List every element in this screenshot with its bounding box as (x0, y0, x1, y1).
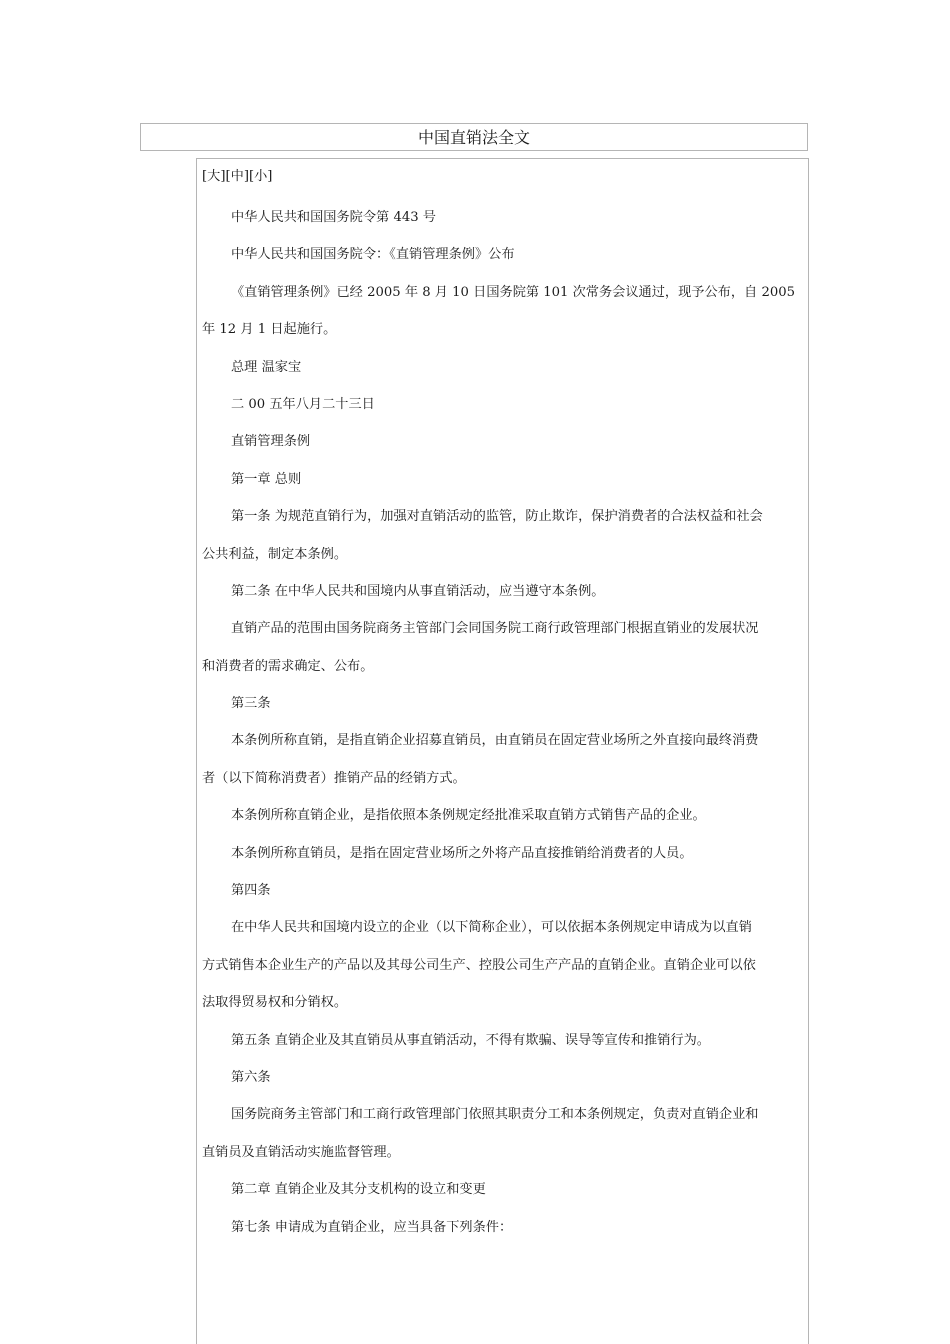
text-line: 年 12 月 1 日起施行。 (202, 322, 337, 338)
font-size-links (202, 165, 808, 189)
text-line: 者（以下简称消费者）推销产品的经销方式。 (202, 770, 466, 786)
text-line: 中华人民共和国国务院令第 443 号 (231, 210, 436, 225)
text-line: 第二条 在中华人民共和国境内从事直销活动，应当遵守本条例。 (231, 583, 605, 599)
article-text (202, 199, 808, 1246)
text-line: 国务院商务主管部门和工商行政管理部门依照其职责分工和本条例规定，负责对直销企业和 (231, 1107, 759, 1123)
font-size-medium-link[interactable]: [中] (225, 169, 249, 184)
text-line: 第二章 直销企业及其分支机构的设立和变更 (231, 1182, 486, 1198)
text-line: 第四条 (231, 883, 271, 899)
document-body (196, 158, 809, 1344)
text-line: 直销产品的范围由国务院商务主管部门会同国务院工商行政管理部门根据直销业的发展状况 (231, 621, 759, 637)
text-line: 本条例所称直销企业，是指依照本条例规定经批准采取直销方式销售产品的企业。 (231, 808, 706, 824)
font-size-large-link[interactable]: [大] (202, 169, 226, 184)
font-size-small-link[interactable]: [小] (248, 169, 273, 184)
text-line: 第一条 为规范直销行为，加强对直销活动的监管，防止欺诈，保护消费者的合法权益和社会 (231, 509, 763, 525)
text-line: 中华人民共和国国务院令：《直销管理条例》公布 (231, 247, 515, 263)
text-line: 本条例所称直销，是指直销企业招募直销员，由直销员在固定营业场所之外直接向最终消费 (231, 733, 759, 749)
document-title: 中国直销法全文 (140, 123, 808, 151)
text-line: 本条例所称直销员，是指在固定营业场所之外将产品直接推销给消费者的人员。 (231, 845, 693, 861)
text-line: 《直销管理条例》已经 2005 年 8 月 10 日国务院第 101 次常务会议通过，现予公布，自 2005 (231, 284, 796, 300)
text-line: 直销管理条例 (231, 434, 311, 450)
text-line: 直销员及直销活动实施监督管理。 (202, 1144, 400, 1160)
text-line: 方式销售本企业生产的产品以及其母公司生产、控股公司生产产品的直销企业。直销企业可以依 (202, 957, 756, 973)
text-line: 第六条 (231, 1069, 271, 1085)
text-line: 和消费者的需求确定、公布。 (202, 658, 374, 674)
text-line: 在中华人民共和国境内设立的企业（以下简称企业），可以依据本条例规定申请成为以直销 (231, 920, 752, 936)
text-line: 法取得贸易权和分销权。 (202, 995, 348, 1011)
text-line: 总理 温家宝 (231, 359, 302, 375)
text-line: 第三条 (231, 696, 271, 712)
text-line: 第七条 申请成为直销企业，应当具备下列条件： (231, 1219, 513, 1235)
text-line: 公共利益，制定本条例。 (202, 546, 348, 562)
text-line: 第五条 直销企业及其直销员从事直销活动，不得有欺骗、误导等宣传和推销行为。 (231, 1032, 710, 1048)
text-line: 二 00 五年八月二十三日 (231, 396, 375, 412)
text-line: 第一章 总则 (231, 471, 302, 487)
